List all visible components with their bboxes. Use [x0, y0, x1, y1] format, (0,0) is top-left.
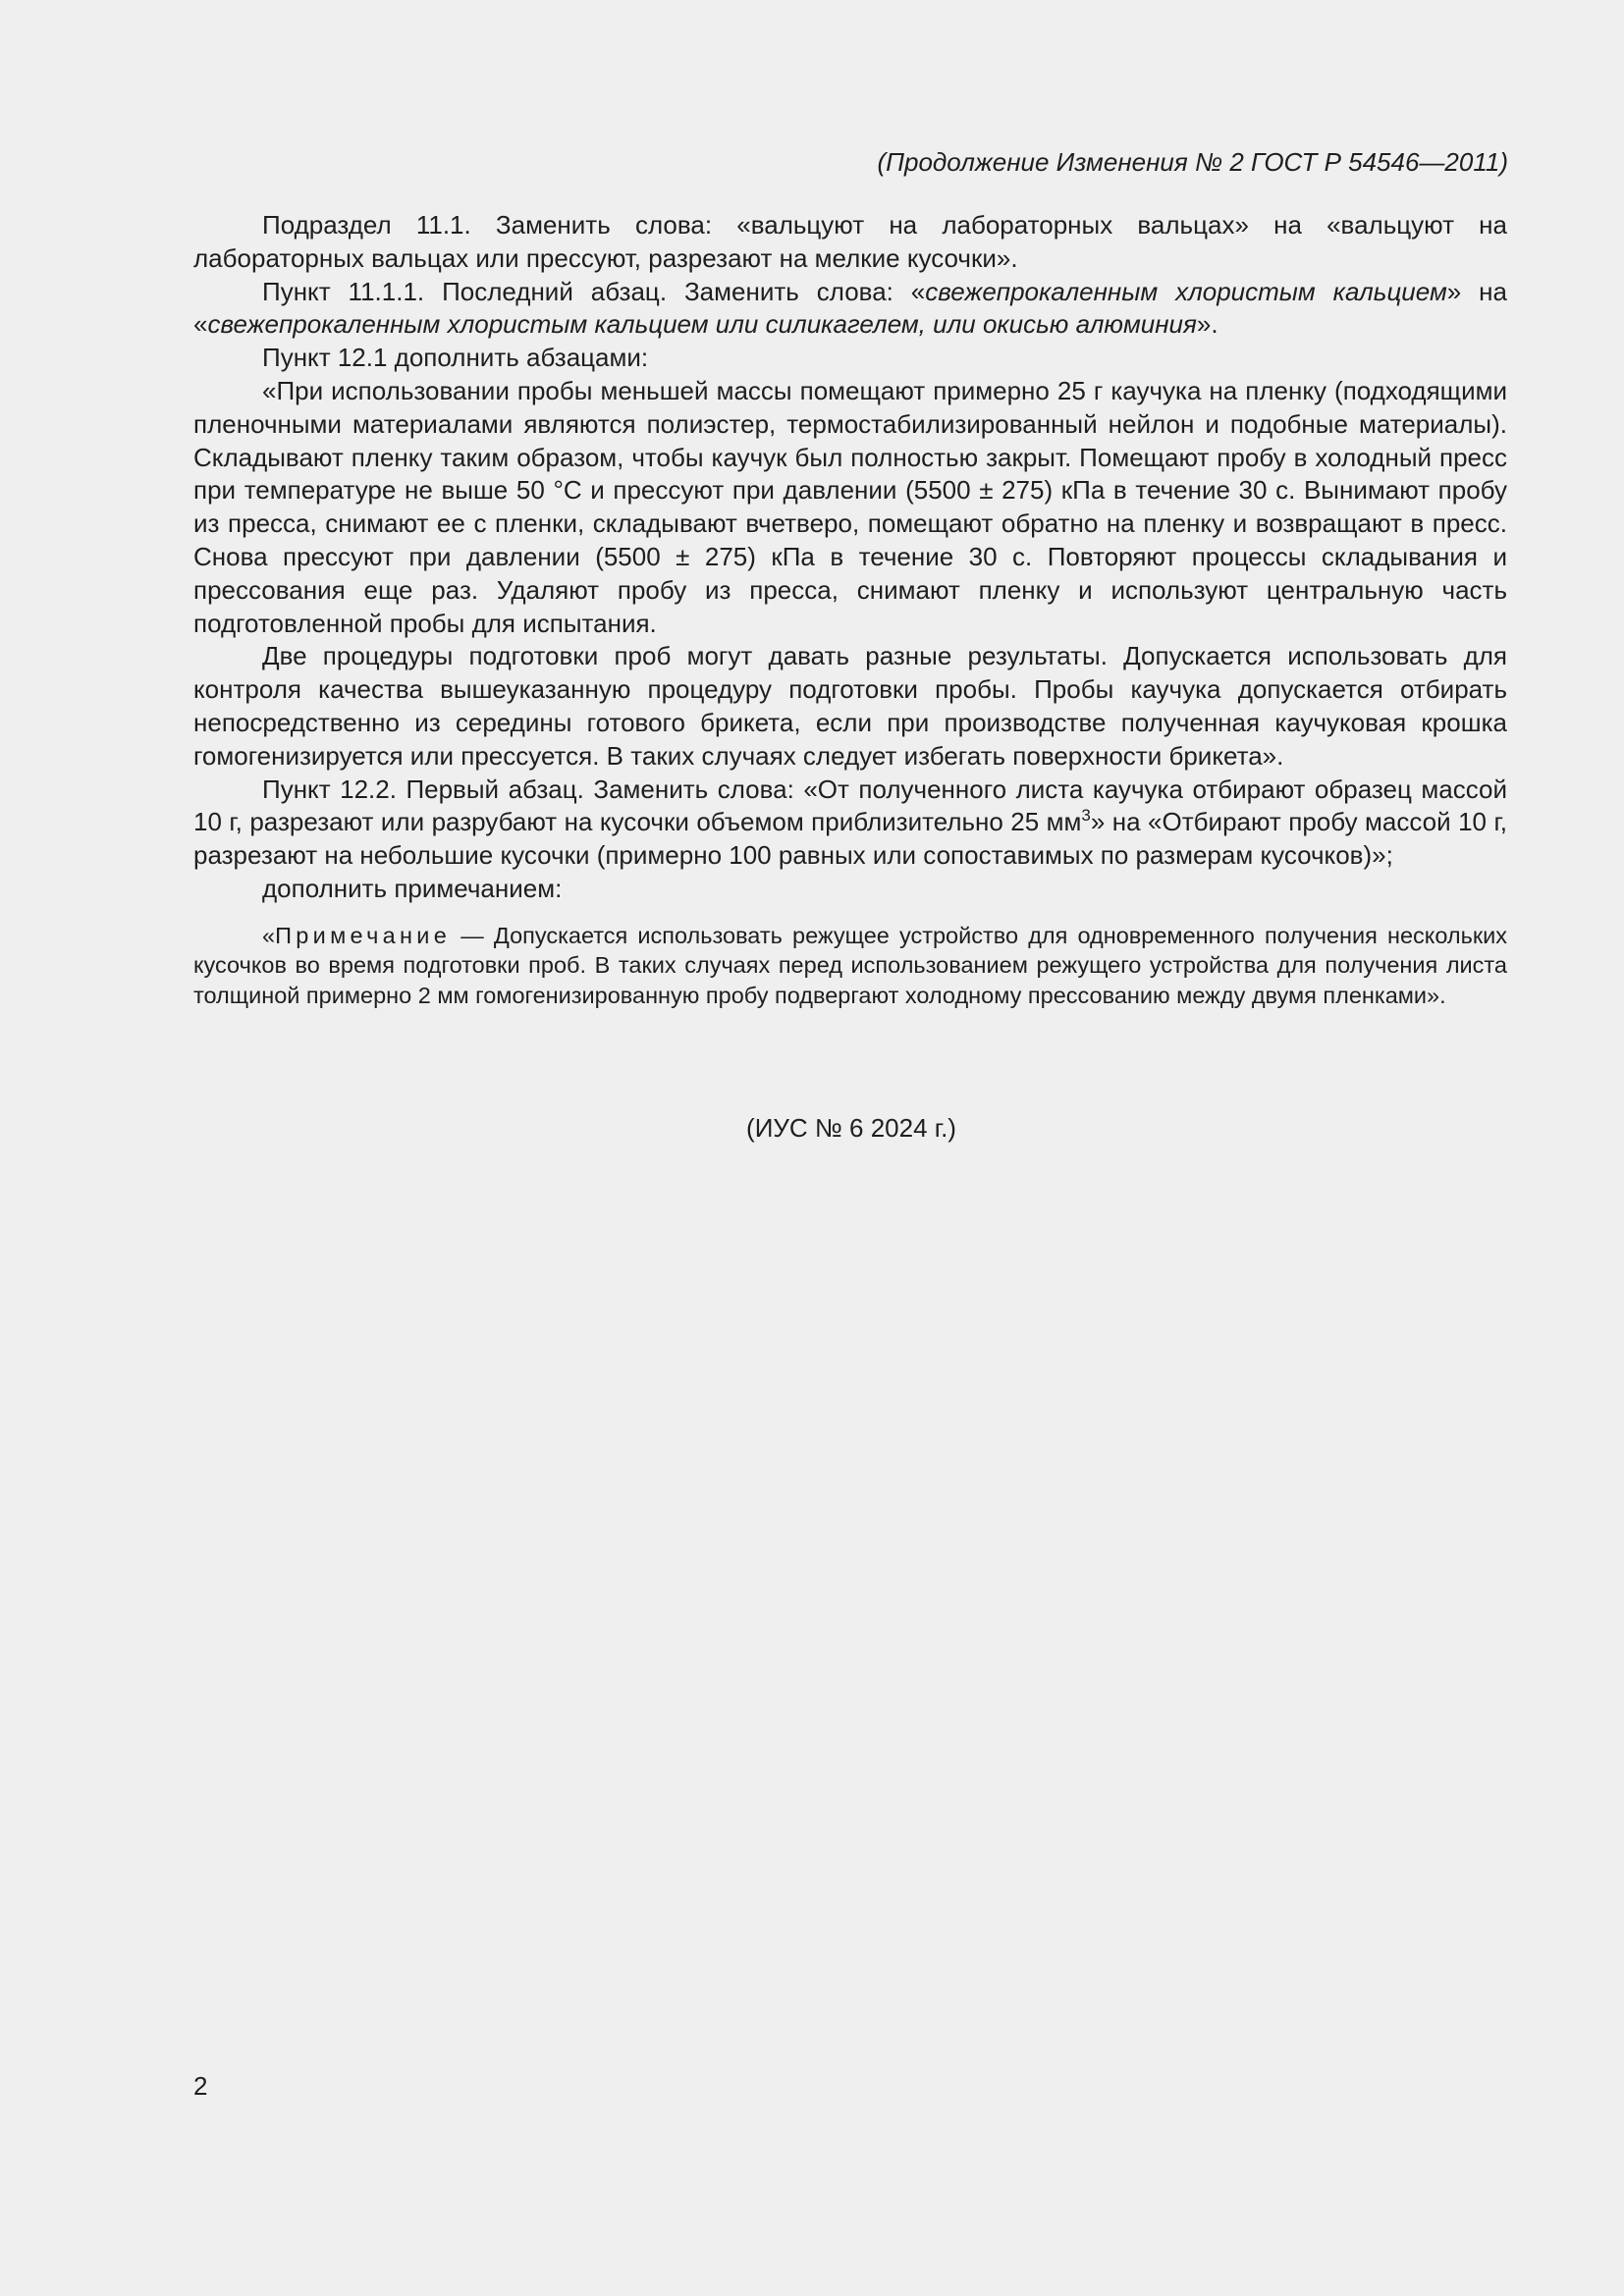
page-number: 2: [193, 2071, 208, 2101]
continuation-header: (Продолжение Изменения № 2 ГОСТ Р 54546—2011): [877, 147, 1508, 177]
paragraph-item-12-1: Пункт 12.1 дополнить абзацами:: [262, 343, 649, 373]
paragraph-text: » на «Отбирают пробу массой 10 г, разрезают на небольшие кусочки (примерно 100 равных или сопоставимых по размерам кусочков)»;: [193, 807, 1507, 871]
paragraph-text: » на «: [193, 276, 1507, 340]
note-text: — Допускается использовать режущее устройство для одновременного получения нескольких кусочков во время подготовки проб. В таких случаях перед использованием режущего устройства для получения листа толщиной примерно 2 мм гомогенизированную пробу подвергают холодному прессованию между двумя пленками».: [193, 922, 1507, 1008]
paragraph-add-note: дополнить примечанием:: [262, 873, 563, 903]
paragraph-item-12-2: [193, 774, 1507, 873]
paragraph-procedures-note: Две процедуры подготовки проб могут давать разные результаты. Допускается использовать для контроля качества вышеуказанную процедуру подготовки пробы. Пробы каучука допускается отбирать непосредственно из середины готового брикета, если при производстве полученная каучуковая крошка гомогенизируется или прессуется. В таких случаях следует избегать поверхности брикета».: [193, 641, 1507, 771]
note-paragraph: [193, 921, 1507, 1011]
document-body: [193, 209, 1507, 1010]
italic-phrase: свежепрокаленным хлористым кальцием или силикагелем, или окисью алюминия: [207, 309, 1197, 340]
superscript: 3: [1081, 806, 1091, 826]
paragraph-text: ».: [1196, 309, 1218, 340]
note-label: Примечание: [275, 922, 452, 948]
paragraph-item-11-1-1: [193, 276, 1507, 343]
ius-reference: (ИУС № 6 2024 г.): [746, 1113, 956, 1143]
paragraph-subsection-11-1: Подраздел 11.1. Заменить слова: «вальцуют на лабораторных вальцах» на «вальцуют на лабораторных вальцах или прессуют, разрезают на мелкие кусочки».: [193, 210, 1507, 273]
note-open-quote: «: [262, 922, 276, 948]
paragraph-procedure: «При использовании пробы меньшей массы помещают примерно 25 г каучука на пленку (подходящими пленочными материалами являются полиэстер, термостабилизированный нейлон и подобные материалы). Складывают пленку таким образом, чтобы каучук был полностью закрыт. Помещают пробу в холодный пресс при температуре не выше 50 °С и прессуют при давлении (5500 ± 275) кПа в течение 30 с. Вынимают пробу из пресса, снимают ее с пленки, складывают вчетверо, помещают обратно на пленку и возвращают в пресс. Снова прессуют при давлении (5500 ± 275) кПа в течение 30 с. Повторяют процессы складывания и прессования еще раз. Удаляют пробу из пресса, снимают пленку и используют центральную часть подготовленной пробы для испытания.: [193, 375, 1507, 638]
italic-phrase: свежепрокаленным хлористым кальцием: [925, 276, 1447, 306]
paragraph-text: Пункт 12.2. Первый абзац. Заменить слова: «От полученного листа каучука отбирают образец массой 10 г, разрезают или разрубают на кусочки объемом приблизительно 25 мм: [193, 774, 1507, 837]
paragraph-text: Пункт 11.1.1. Последний абзац. Заменить слова: «: [262, 276, 926, 306]
